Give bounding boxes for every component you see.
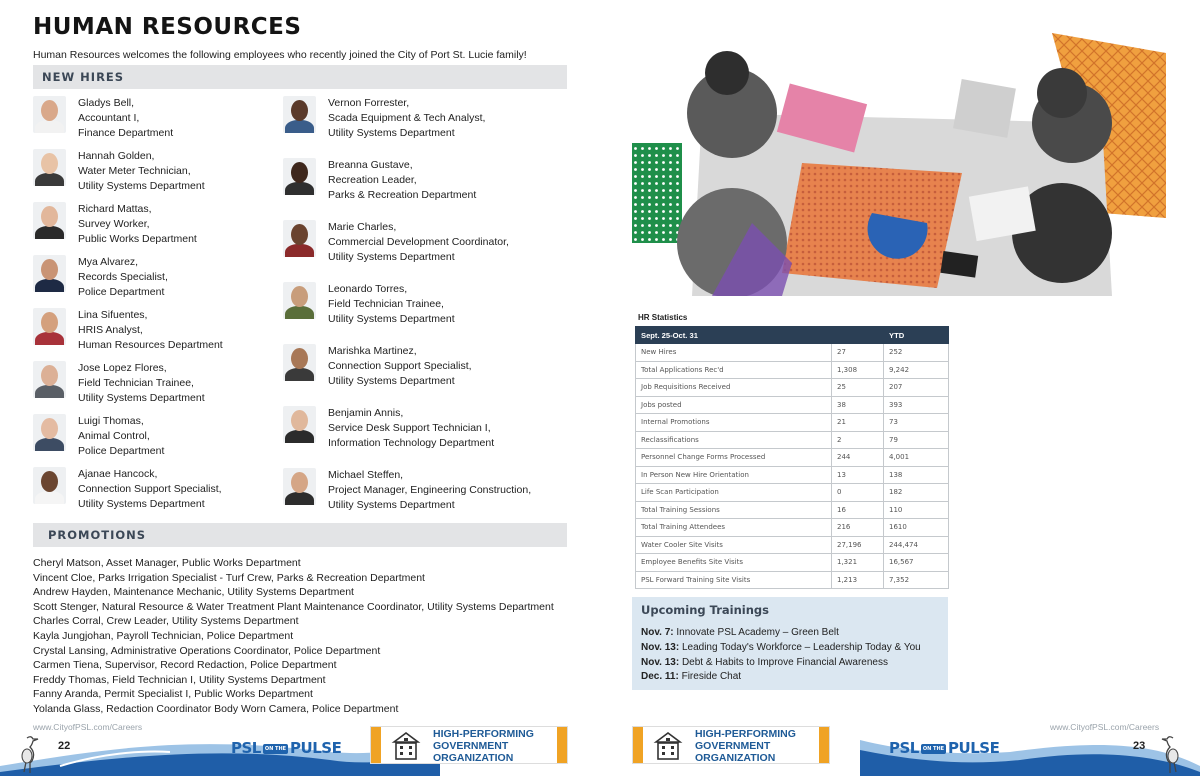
stat-label: Total Training Attendees <box>636 519 832 537</box>
stat-ytd-value: 252 <box>884 344 949 362</box>
employee-title: Recreation Leader, <box>328 173 417 186</box>
stat-ytd-value: 138 <box>884 466 949 484</box>
employee-name: Ajanae Hancock, <box>78 468 158 480</box>
employee-title: Accountant I, <box>78 111 140 124</box>
stat-period-value: 38 <box>832 396 884 414</box>
employee-name: Marishka Martinez, <box>328 345 417 357</box>
page-number-left: 22 <box>58 740 71 752</box>
stat-period-value: 1,308 <box>832 361 884 379</box>
employee-name: Vernon Forrester, <box>328 97 410 109</box>
table-row <box>636 449 949 467</box>
heron-icon <box>12 734 42 774</box>
upcoming-trainings-box <box>632 597 948 690</box>
employee-department: Utility Systems Department <box>328 312 455 325</box>
page-number-right: 23 <box>1133 740 1146 752</box>
promotion-item: Kayla Jungjohan, Payroll Technician, Police Department <box>33 629 294 642</box>
footer-url-left[interactable]: www.CityofPSL.com/Careers <box>33 722 143 732</box>
employee-title: Connection Support Specialist, <box>78 482 222 495</box>
employee-photo <box>33 255 66 292</box>
employee-photo <box>33 149 66 186</box>
new-hire-entry <box>33 414 164 458</box>
employee-photo <box>33 467 66 504</box>
table-row <box>636 396 949 414</box>
employee-title: HRIS Analyst, <box>78 323 143 336</box>
stat-period-value: 21 <box>832 414 884 432</box>
new-hire-entry <box>283 158 476 202</box>
stat-period-value: 1,321 <box>832 554 884 572</box>
stat-period-value: 244 <box>832 449 884 467</box>
stat-label: Internal Promotions <box>636 414 832 432</box>
stat-period-value: 25 <box>832 379 884 397</box>
new-hire-entry <box>283 406 494 450</box>
promotion-item: Andrew Hayden, Maintenance Mechanic, Utility Systems Department <box>33 586 354 599</box>
stat-label: Life Scan Participation <box>636 484 832 502</box>
stat-label: Reclassifications <box>636 431 832 449</box>
stat-period-value: 2 <box>832 431 884 449</box>
stat-label: In Person New Hire Orientation <box>636 466 832 484</box>
employee-photo <box>283 96 316 133</box>
employee-name: Hannah Golden, <box>78 150 155 162</box>
training-name: Fireside Chat <box>681 671 742 683</box>
employee-name: Michael Steffen, <box>328 469 404 481</box>
promotion-item: Crystal Lansing, Administrative Operations Coordinator, Police Department <box>33 644 381 657</box>
employee-name: Luigi Thomas, <box>78 415 144 427</box>
employee-department: Human Resources Department <box>78 338 223 351</box>
intro-text: Human Resources welcomes the following employees who recently joined the City of Port St. Lucie family! <box>33 49 527 61</box>
training-date: Nov. 13: <box>641 641 680 653</box>
employee-name: Mya Alvarez, <box>78 256 139 268</box>
hpgo-badge: HIGH-PERFORMING GOVERNMENT ORGANIZATION <box>632 726 830 764</box>
table-row <box>636 571 949 589</box>
promotion-item: Charles Corral, Crew Leader, Utility Systems Department <box>33 615 299 628</box>
promotions-list <box>33 556 554 717</box>
table-row <box>636 536 949 554</box>
table-row <box>636 431 949 449</box>
employee-photo <box>283 406 316 443</box>
stat-period-value: 1,213 <box>832 571 884 589</box>
header-period: Sept. 25-Oct. 31 <box>636 327 832 344</box>
stat-period-value: 13 <box>832 466 884 484</box>
heron-icon <box>1158 734 1188 774</box>
table-header-row <box>636 327 949 344</box>
employee-title: Project Manager, Engineering Construction, <box>328 483 532 496</box>
employee-title: Commercial Development Coordinator, <box>328 235 509 248</box>
stat-ytd-value: 9,242 <box>884 361 949 379</box>
employee-photo <box>283 158 316 195</box>
employee-department: Utility Systems Department <box>328 250 455 263</box>
employee-name: Gladys Bell, <box>78 97 135 109</box>
stat-ytd-value: 16,567 <box>884 554 949 572</box>
employee-photo <box>283 468 316 505</box>
table-row <box>636 379 949 397</box>
stat-ytd-value: 1610 <box>884 519 949 537</box>
stat-label: Employee Benefits Site Visits <box>636 554 832 572</box>
stat-period-value: 27,196 <box>832 536 884 554</box>
new-hire-entry <box>283 468 531 512</box>
stat-period-value: 216 <box>832 519 884 537</box>
building-icon <box>391 730 421 762</box>
stat-ytd-value: 393 <box>884 396 949 414</box>
stat-label: Personnel Change Forms Processed <box>636 449 832 467</box>
employee-photo <box>33 96 66 133</box>
stat-label: Total Applications Rec'd <box>636 361 832 379</box>
table-row <box>636 501 949 519</box>
stats-title: HR Statistics <box>638 313 688 322</box>
promotion-item: Vincent Cloe, Parks Irrigation Specialist - Turf Crew, Parks & Recreation Department <box>33 571 425 584</box>
employee-title: Service Desk Support Technician I, <box>328 421 491 434</box>
new-hires-header <box>33 65 567 89</box>
table-row <box>636 519 949 537</box>
employee-photo <box>283 344 316 381</box>
training-item <box>641 626 921 641</box>
training-date: Nov. 7: <box>641 627 674 638</box>
promotion-item: Yolanda Glass, Redaction Coordinator Body Worn Camera, Police Department <box>33 702 399 715</box>
employee-department: Utility Systems Department <box>78 497 205 510</box>
employee-name: Breanna Gustave, <box>328 159 413 171</box>
stat-period-value: 27 <box>832 344 884 362</box>
stat-ytd-value: 7,352 <box>884 571 949 589</box>
header-blank <box>832 327 884 344</box>
employee-name: Marie Charles, <box>328 221 397 233</box>
promotion-item: Cheryl Matson, Asset Manager, Public Works Department <box>33 557 301 569</box>
employee-photo <box>283 220 316 257</box>
employee-name: Jose Lopez Flores, <box>78 362 167 374</box>
employee-title: Survey Worker, <box>78 217 150 230</box>
employee-title: Scada Equipment & Tech Analyst, <box>328 111 486 124</box>
table-row <box>636 466 949 484</box>
employee-photo <box>33 414 66 451</box>
employee-title: Records Specialist, <box>78 270 168 283</box>
footer-url-right[interactable]: www.CityofPSL.com/Careers <box>1050 722 1160 732</box>
hpgo-badge: HIGH-PERFORMING GOVERNMENT ORGANIZATION <box>370 726 568 764</box>
page-title: HUMAN RESOURCES <box>33 14 302 40</box>
section-label: NEW HIRES <box>42 70 125 84</box>
trainings-title: Upcoming Trainings <box>641 603 769 617</box>
training-item <box>641 641 921 656</box>
psl-on-the-pulse-logo: PSL ON THE PULSE <box>231 739 342 757</box>
stat-label: Job Requisitions Received <box>636 379 832 397</box>
new-hire-entry <box>283 220 509 264</box>
employee-title: Water Meter Technician, <box>78 164 191 177</box>
training-date: Nov. 13: <box>641 656 680 668</box>
employee-department: Finance Department <box>78 126 174 139</box>
employee-title: Field Technician Trainee, <box>328 297 444 310</box>
employee-name: Richard Mattas, <box>78 203 152 215</box>
table-row <box>636 414 949 432</box>
promotion-item: Scott Stenger, Natural Resource & Water Treatment Plant Maintenance Coordinator, Utility Systems Department <box>33 600 554 613</box>
training-item <box>641 656 921 671</box>
stat-label: New Hires <box>636 344 832 362</box>
new-hire-entry <box>33 149 205 193</box>
employee-department: Utility Systems Department <box>328 374 455 387</box>
building-icon <box>653 730 683 762</box>
stat-ytd-value: 110 <box>884 501 949 519</box>
section-label: PROMOTIONS <box>48 528 147 542</box>
hr-stats-table <box>635 326 949 589</box>
employee-title: Field Technician Trainee, <box>78 376 194 389</box>
stat-ytd-value: 73 <box>884 414 949 432</box>
table-row <box>636 344 949 362</box>
new-hire-entry <box>33 255 168 299</box>
promotion-item: Fanny Aranda, Permit Specialist I, Public Works Department <box>33 688 313 701</box>
stat-ytd-value: 4,001 <box>884 449 949 467</box>
table-row <box>636 484 949 502</box>
employee-photo <box>283 282 316 319</box>
employee-photo <box>33 202 66 239</box>
new-hire-entry <box>283 344 472 388</box>
employee-department: Utility Systems Department <box>78 391 205 404</box>
table-row <box>636 554 949 572</box>
employee-department: Utility Systems Department <box>328 126 455 139</box>
training-name: Innovate PSL Academy – Green Belt <box>676 627 839 638</box>
new-hire-entry <box>33 308 223 352</box>
employee-department: Utility Systems Department <box>78 179 205 192</box>
stat-label: Water Cooler Site Visits <box>636 536 832 554</box>
stat-ytd-value: 182 <box>884 484 949 502</box>
promotion-item: Carmen Tiena, Supervisor, Record Redaction, Police Department <box>33 659 337 672</box>
office-collage-image <box>632 33 1166 296</box>
employee-title: Connection Support Specialist, <box>328 359 472 372</box>
header-ytd: YTD <box>884 327 949 344</box>
employee-department: Information Technology Department <box>328 436 495 449</box>
promotions-header <box>33 523 567 547</box>
employee-name: Leonardo Torres, <box>328 283 408 295</box>
promotion-item: Freddy Thomas, Field Technician I, Utility Systems Department <box>33 673 326 686</box>
new-hire-entry <box>33 96 173 140</box>
employee-department: Police Department <box>78 285 165 298</box>
employee-name: Lina Sifuentes, <box>78 309 148 321</box>
employee-department: Police Department <box>78 444 165 457</box>
new-hire-entry <box>33 467 222 511</box>
psl-on-the-pulse-logo: PSL ON THE PULSE <box>889 739 1000 757</box>
new-hire-entry <box>283 282 455 326</box>
stat-ytd-value: 207 <box>884 379 949 397</box>
new-hire-entry <box>33 202 197 246</box>
employee-department: Parks & Recreation Department <box>328 188 477 201</box>
employee-department: Public Works Department <box>78 232 197 245</box>
employee-photo <box>33 361 66 398</box>
table-row <box>636 361 949 379</box>
employee-department: Utility Systems Department <box>328 498 455 511</box>
employee-title: Animal Control, <box>78 429 150 442</box>
stat-period-value: 16 <box>832 501 884 519</box>
employee-photo <box>33 308 66 345</box>
trainings-list <box>641 626 921 685</box>
stat-period-value: 0 <box>832 484 884 502</box>
stat-label: Jobs posted <box>636 396 832 414</box>
training-name: Debt & Habits to Improve Financial Awareness <box>681 656 888 668</box>
training-name: Leading Today's Workforce – Leadership Today & You <box>681 641 921 653</box>
stat-label: PSL Forward Training Site Visits <box>636 571 832 589</box>
new-hire-entry <box>283 96 485 140</box>
employee-name: Benjamin Annis, <box>328 407 404 419</box>
stat-label: Total Training Sessions <box>636 501 832 519</box>
new-hire-entry <box>33 361 205 405</box>
training-item <box>641 670 921 685</box>
stat-ytd-value: 244,474 <box>884 536 949 554</box>
stat-ytd-value: 79 <box>884 431 949 449</box>
training-date: Dec. 11: <box>641 671 679 683</box>
